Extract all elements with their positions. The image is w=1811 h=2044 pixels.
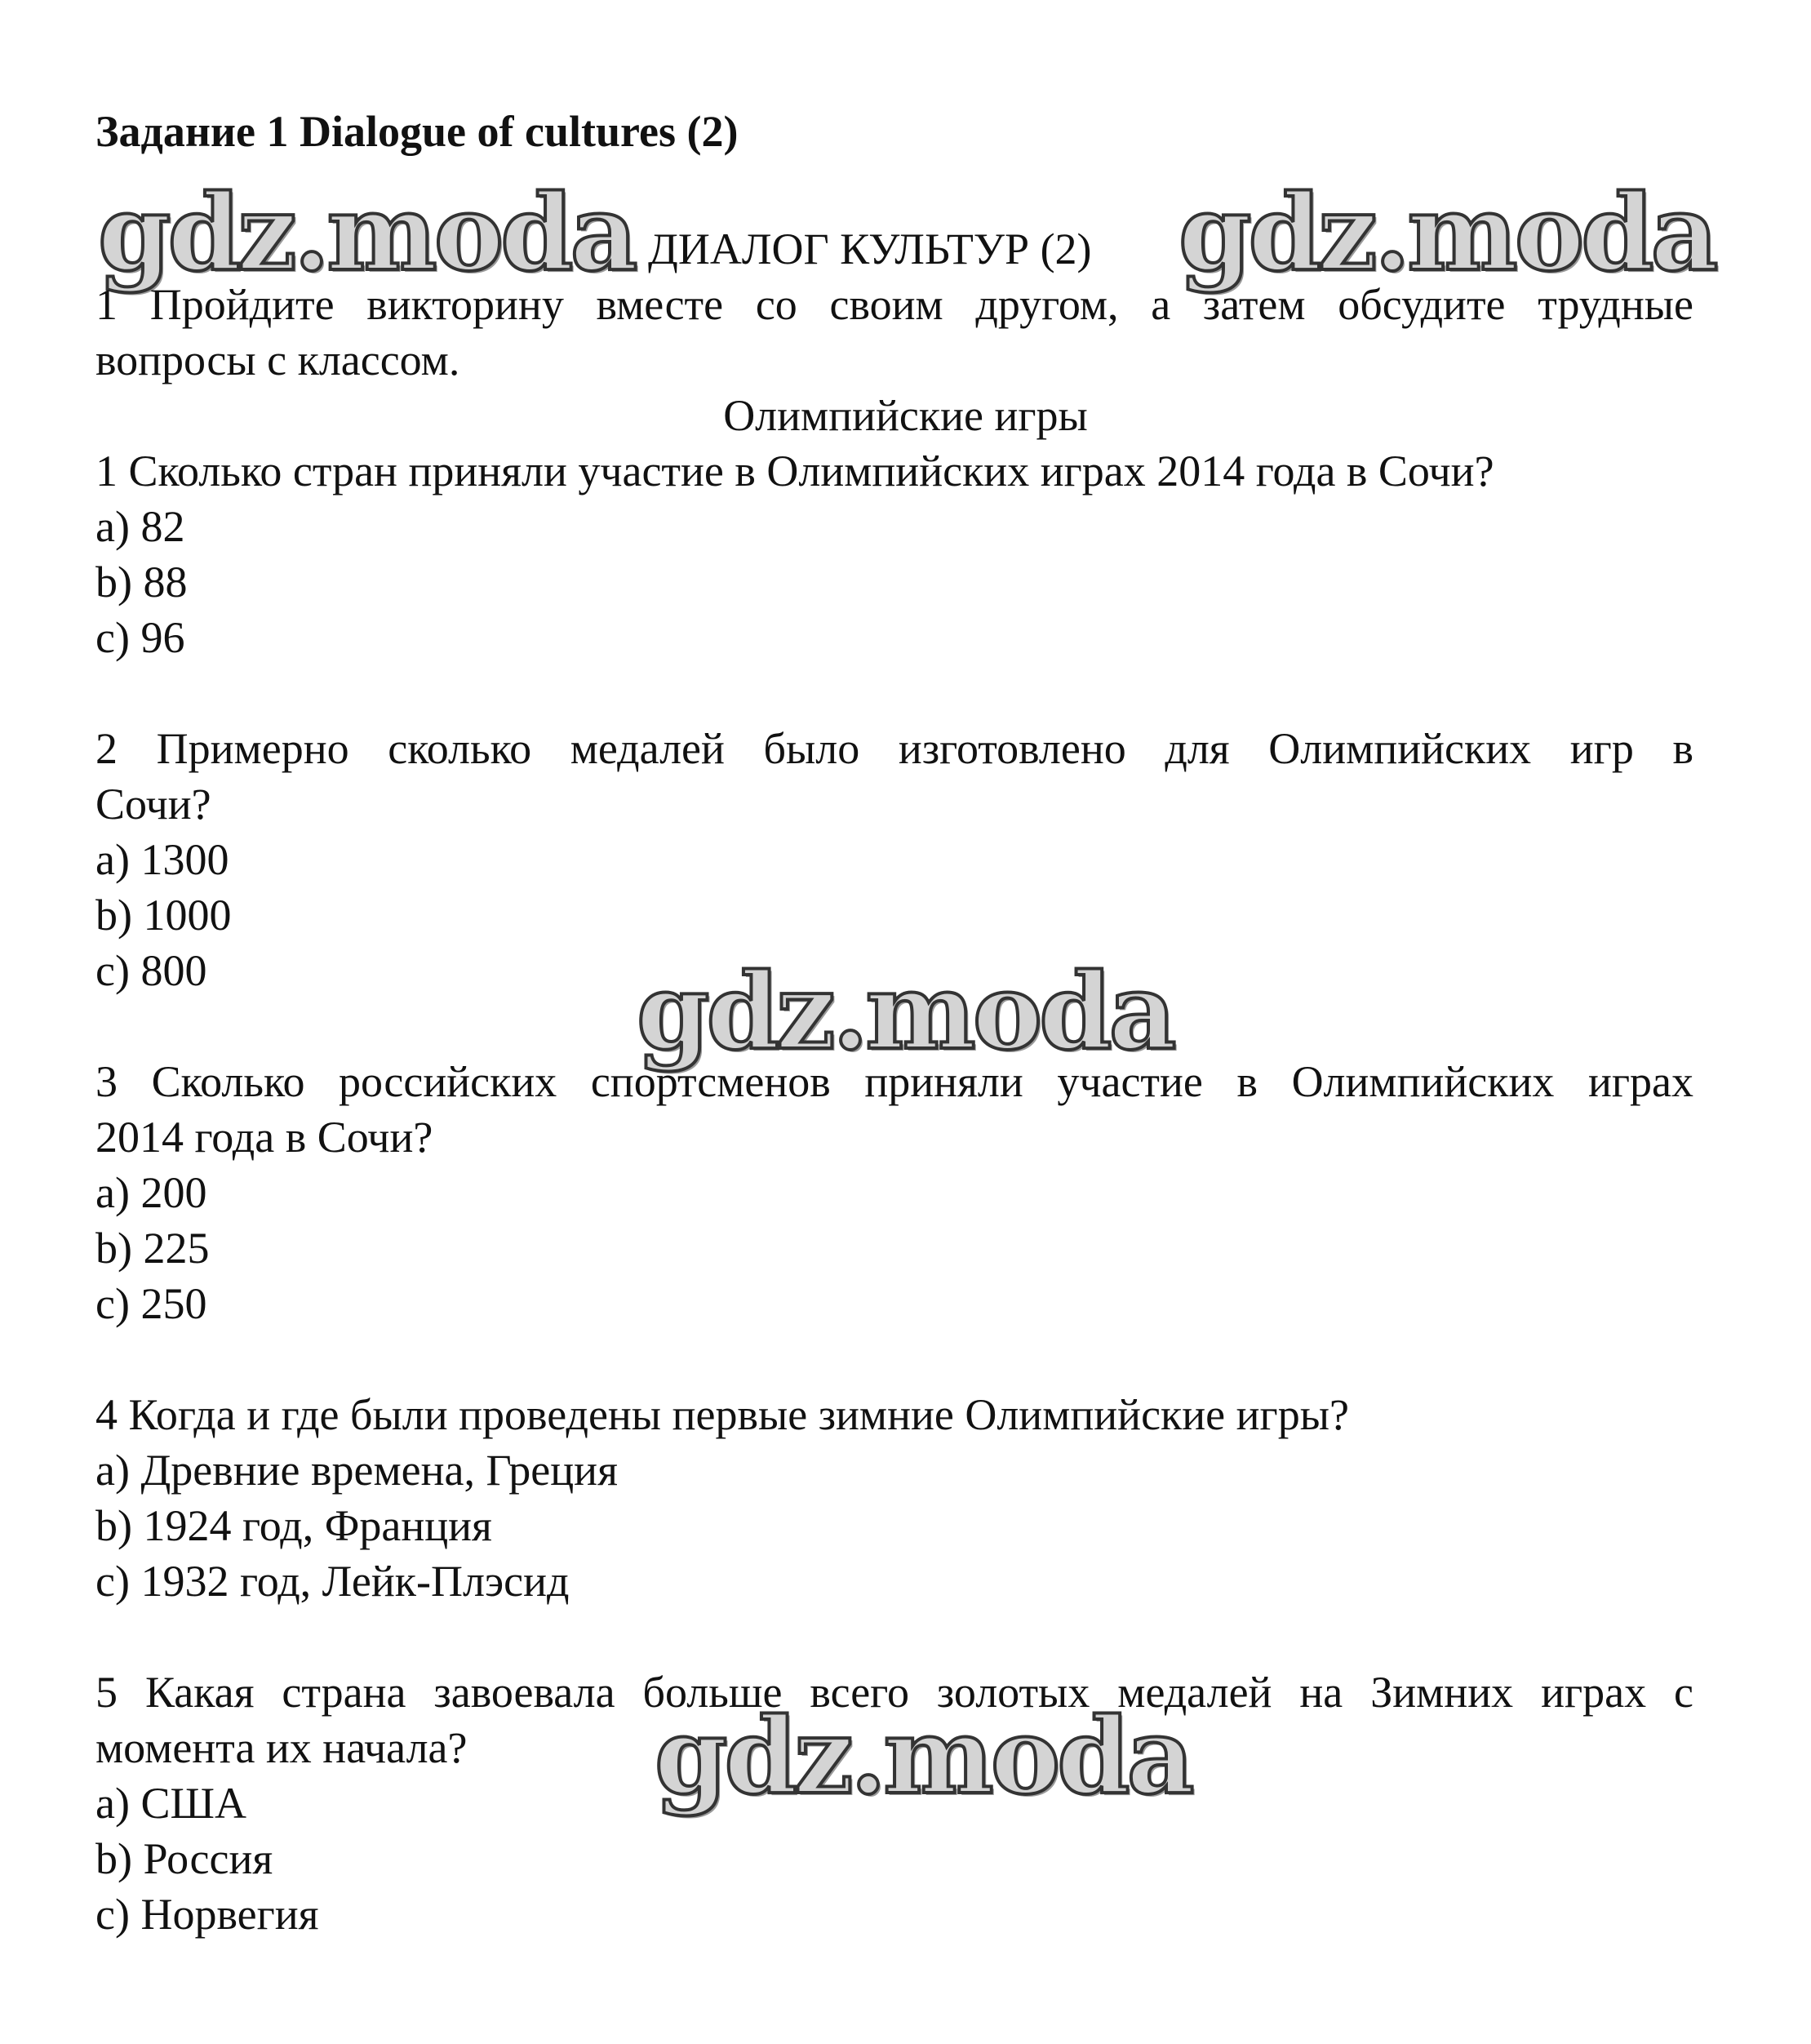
answer-option: b) 88: [95, 558, 188, 607]
answer-option: c) 1932 год, Лейк-Плэсид: [95, 1557, 570, 1606]
answer-option: a) 82: [95, 502, 185, 551]
answer-option: a) 200: [95, 1168, 207, 1217]
answer-option: a) США: [95, 1779, 246, 1828]
question-text: момента их начала?: [95, 1723, 468, 1772]
watermark-logo: gdz.moda: [1178, 172, 1716, 295]
section-title: Олимпийские игры: [723, 391, 1088, 440]
answer-option: a) Древние времена, Греция: [95, 1446, 618, 1495]
watermark-logo: gdz.moda: [98, 172, 635, 295]
instruction-line: 1 Пройдите викторину вместе со своим другом, а затем обсудите трудные: [95, 280, 1693, 329]
question-text: 2 Примерно сколько медалей было изготовлено для Олимпийских игр в: [95, 724, 1693, 773]
answer-option: c) Норвегия: [95, 1890, 319, 1939]
question-text: 3 Сколько российских спортсменов приняли участие в Олимпийских играх: [95, 1057, 1693, 1106]
answer-option: a) 1300: [95, 835, 229, 884]
answer-option: c) 96: [95, 613, 185, 662]
answer-option: b) 225: [95, 1224, 210, 1273]
page-heading: Задание 1 Dialogue of cultures (2): [95, 107, 739, 156]
question-text: 4 Когда и где были проведены первые зимние Олимпийские игры?: [95, 1390, 1349, 1439]
question-text: 5 Какая страна завоевала больше всего золотых медалей на Зимних играх с: [95, 1668, 1693, 1717]
answer-option: b) 1924 год, Франция: [95, 1501, 492, 1550]
answer-option: b) Россия: [95, 1834, 273, 1883]
instruction-line: вопросы с классом.: [95, 335, 460, 384]
answer-option: c) 250: [95, 1279, 207, 1328]
question-text: 2014 года в Сочи?: [95, 1113, 433, 1162]
answer-option: c) 800: [95, 946, 207, 995]
page-subtitle: ДИАЛОГ КУЛЬТУР (2): [648, 224, 1092, 273]
question-text: Сочи?: [95, 780, 211, 829]
watermark-logo: gdz.moda: [655, 1695, 1192, 1818]
question-text: 1 Сколько стран приняли участие в Олимпийских играх 2014 года в Сочи?: [95, 447, 1494, 495]
watermark-logo: gdz.moda: [637, 951, 1174, 1073]
answer-option: b) 1000: [95, 891, 232, 940]
